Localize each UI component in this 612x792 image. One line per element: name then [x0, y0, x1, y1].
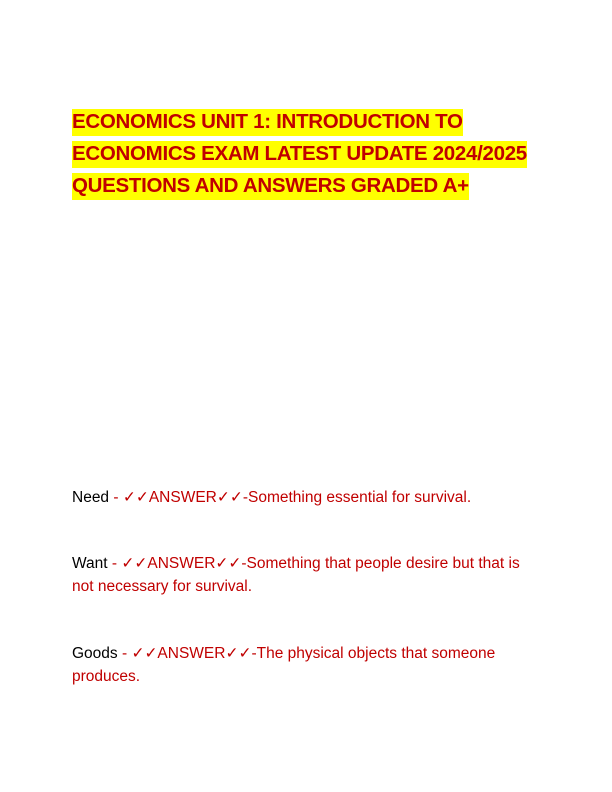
qa-separator: - — [107, 555, 122, 572]
document-title — [72, 106, 552, 202]
qa-separator: - — [117, 645, 132, 662]
answer-marker: ✓✓ANSWER✓✓ — [122, 489, 243, 506]
qa-answer-prefix: - — [251, 645, 257, 662]
title-line: ECONOMICS UNIT 1: INTRODUCTION TO — [72, 109, 463, 136]
qa-item — [72, 552, 544, 598]
answer-marker: ✓✓ANSWER✓✓ — [121, 555, 242, 572]
qa-term: Need — [72, 489, 110, 506]
qa-answer-prefix: - — [241, 555, 247, 572]
qa-answer: Something essential for survival. — [248, 489, 472, 506]
qa-item — [72, 642, 544, 688]
qa-term: Want — [72, 555, 108, 572]
title-line: ECONOMICS EXAM LATEST UPDATE 2024/2025 — [72, 141, 527, 168]
title-line: QUESTIONS AND ANSWERS GRADED A+ — [72, 173, 469, 200]
qa-answer-prefix: - — [242, 489, 248, 506]
qa-term: Goods — [72, 645, 118, 662]
qa-answer: The physical objects that someone produces. — [72, 645, 496, 685]
qa-answer: Something that people desire but that is not necessary for survival. — [72, 555, 520, 595]
answer-marker: ✓✓ANSWER✓✓ — [131, 645, 252, 662]
qa-item — [72, 486, 544, 509]
qa-separator: - — [109, 489, 123, 506]
